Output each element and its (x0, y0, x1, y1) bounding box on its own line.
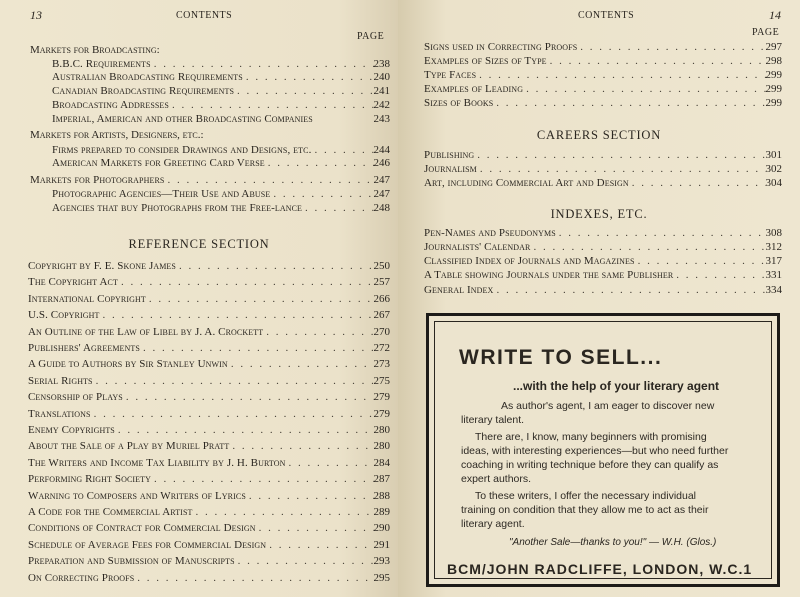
toc-entry[interactable] (28, 439, 390, 453)
toc-entry-page: 291 (373, 538, 390, 551)
toc-entry-title: Pen-Names and Pseudonyms (424, 227, 556, 239)
toc-entry[interactable] (28, 292, 390, 306)
toc-entry[interactable] (52, 112, 390, 126)
toc-entry-title: Censorship of Plays (28, 391, 123, 404)
toc-entry-page: 280 (373, 440, 390, 453)
left-page-number: 13 (30, 8, 42, 22)
markets-artists-heading: Markets for Artists, Designers, etc.: (30, 129, 204, 141)
toc-entry-page: 247 (373, 174, 390, 186)
toc-entry-title: A Table showing Journals under the same Publisher (424, 269, 674, 281)
indexes-section-title: INDEXES, ETC. (550, 207, 648, 221)
advert-box (426, 313, 780, 587)
toc-entry[interactable] (424, 68, 782, 82)
toc-entry[interactable] (28, 423, 390, 437)
toc-entry-title: Performing Right Society (28, 473, 152, 486)
toc-entry-page: 289 (373, 506, 390, 518)
toc-entry[interactable] (28, 390, 390, 404)
right-running-head: CONTENTS (578, 10, 635, 21)
toc-entry[interactable] (52, 98, 390, 112)
toc-entry-page: 317 (765, 255, 782, 267)
left-page-column-label: PAGE (357, 31, 385, 42)
advert-subtitle: ...with the help of your literary agent (513, 379, 720, 393)
toc-entry-title: Type Faces (424, 69, 477, 81)
toc-entry-page: 246 (373, 157, 390, 169)
toc-entry-title: Publishing (424, 149, 475, 161)
toc-entry[interactable] (52, 187, 390, 201)
toc-entry[interactable] (28, 407, 390, 421)
toc-entry[interactable] (28, 456, 390, 470)
toc-entry-title: Schedule of Average Fees for Commercial Design (28, 538, 267, 551)
advert-title: WRITE TO SELL... (459, 346, 663, 369)
toc-entry[interactable] (28, 472, 390, 486)
toc-entry-page: 257 (373, 276, 390, 289)
toc-entry[interactable] (28, 505, 390, 519)
toc-entry[interactable] (424, 283, 782, 297)
toc-entry[interactable] (28, 571, 390, 585)
toc-entry[interactable] (52, 57, 390, 71)
toc-entry[interactable] (424, 176, 782, 190)
toc-entry-title: Canadian Broadcasting Requirements (52, 85, 235, 97)
toc-entry[interactable] (28, 341, 390, 355)
advert-text-line: coaching in writing technique before they can qualify as (461, 459, 719, 471)
toc-entry-page: 267 (373, 309, 390, 322)
toc-entry[interactable] (28, 325, 390, 339)
toc-entry-page: 240 (373, 71, 390, 83)
toc-entry-title: On Correcting Proofs (28, 571, 135, 584)
toc-entry-page: 244 (373, 144, 390, 156)
toc-entry-page: 248 (373, 202, 390, 214)
toc-entry-page: 284 (373, 456, 390, 469)
toc-entry-title: B.B.C. Requirements (52, 58, 151, 70)
toc-entry-title: Photographic Agencies—Their Use and Abuse (52, 188, 271, 200)
toc-entry[interactable] (424, 54, 782, 68)
advert-text-line: literary talent. (461, 414, 525, 426)
toc-entry-title: Preparation and Submission of Manuscripts (28, 555, 235, 568)
toc-entry-title: Agencies that buy Photographs from the Free-lance (52, 202, 302, 214)
toc-entry-page: 279 (373, 391, 390, 404)
right-page-number: 14 (769, 8, 781, 22)
toc-entry-page: 293 (373, 555, 390, 568)
toc-entry-page: 243 (373, 113, 390, 125)
toc-entry-title: Examples of Sizes of Type (424, 55, 547, 67)
advert-text-line: There are, I know, many beginners with promising (475, 431, 707, 443)
toc-entry-page: 301 (765, 149, 782, 161)
toc-entry[interactable] (28, 538, 390, 552)
toc-entry-page: 280 (373, 424, 390, 436)
toc-entry-title: Markets for Photographers (30, 174, 165, 186)
toc-entry-title: Journalism (424, 163, 477, 175)
toc-entry-page: 299 (765, 69, 782, 81)
toc-entry[interactable] (52, 70, 390, 84)
toc-entry-page: 304 (765, 177, 782, 189)
toc-entry[interactable] (28, 275, 390, 289)
right-page-column-label: PAGE (752, 27, 780, 38)
toc-entry[interactable] (424, 96, 782, 110)
toc-entry-page: 250 (373, 260, 390, 272)
toc-entry-title: Signs used in Correcting Proofs (424, 41, 578, 53)
toc-entry-page: 331 (765, 269, 782, 281)
advert-text-line: training on condition that they allow me to act as their (461, 504, 709, 516)
toc-entry-title: Copyright by F. E. Skone James (28, 260, 176, 272)
toc-entry-title: Enemy Copyrights (28, 424, 115, 436)
toc-entry[interactable] (424, 268, 782, 282)
toc-entry-title: Sizes of Books (424, 97, 494, 109)
toc-entry-page: 302 (765, 163, 782, 175)
toc-entry-title: An Outline of the Law of Libel by J. A. Crockett (28, 325, 264, 338)
toc-entry-title: Firms prepared to consider Drawings and Designs, etc. (52, 144, 312, 156)
advert-address: BCM/JOHN RADCLIFFE, LONDON, W.C.1 (447, 561, 753, 577)
toc-entry-page: 308 (765, 227, 782, 239)
toc-entry[interactable] (424, 40, 782, 54)
toc-entry-page: 247 (373, 188, 390, 200)
toc-entry-title: A Guide to Authors by Sir Stanley Unwin (28, 358, 228, 371)
advert-testimonial: "Another Sale—thanks to you!" — W.H. (Glos.) (509, 537, 717, 548)
toc-entry-title: Serial Rights (28, 374, 93, 387)
toc-entry-page: 242 (373, 99, 390, 111)
toc-entry-title: Classified Index of Journals and Magazines (424, 255, 635, 267)
toc-entry-title: Australian Broadcasting Requirements (52, 71, 243, 83)
toc-entry-title: General Index (424, 284, 494, 296)
toc-entry-page: 298 (765, 55, 782, 67)
toc-entry-title: The Copyright Act (28, 276, 118, 289)
toc-entry-page: 334 (765, 284, 782, 296)
left-page (0, 0, 398, 597)
toc-entry-title: Broadcasting Addresses (52, 99, 169, 111)
toc-entry[interactable] (28, 259, 390, 273)
toc-entry[interactable] (424, 148, 782, 162)
toc-entry[interactable] (28, 489, 390, 503)
advert-text-line: expert authors. (461, 473, 532, 485)
toc-entry[interactable] (424, 240, 782, 254)
toc-entry-title: Conditions of Contract for Commercial Design (28, 522, 256, 535)
toc-entry-page: 275 (373, 374, 390, 387)
toc-entry-page: 272 (373, 342, 390, 354)
toc-entry-page: 295 (373, 571, 390, 584)
toc-entry-title: Imperial, American and other Broadcasting Companies (52, 113, 313, 125)
toc-entry[interactable] (424, 82, 782, 96)
toc-entry-title: U.S. Copyright (28, 309, 100, 322)
toc-entry-title: About the Sale of a Play by Muriel Pratt (28, 440, 230, 453)
toc-entry-page: 241 (373, 85, 390, 97)
advert-text-line: ideas, with interesting experiences—but who need further (461, 445, 729, 457)
toc-entry-page: 238 (373, 58, 390, 70)
toc-entry-page: 297 (765, 41, 782, 53)
toc-entry[interactable] (424, 226, 782, 240)
toc-entry[interactable] (28, 521, 390, 535)
left-running-head: CONTENTS (176, 10, 233, 21)
toc-entry-title: Warning to Composers and Writers of Lyrics (28, 489, 246, 502)
advert-text-line: As author's agent, I am eager to discover new (501, 400, 715, 412)
advert-text-line: literary agent. (461, 518, 525, 530)
toc-entry-title: The Writers and Income Tax Liability by J. H. Burton (28, 456, 286, 469)
toc-entry[interactable] (52, 143, 390, 157)
toc-entry[interactable] (424, 162, 782, 176)
toc-entry-title: Translations (28, 407, 91, 420)
toc-entry-page: 287 (373, 473, 390, 486)
toc-entry-page: 273 (373, 358, 390, 371)
toc-entry[interactable] (52, 156, 390, 170)
toc-entry-title: Examples of Leading (424, 83, 524, 95)
toc-entry[interactable] (28, 554, 390, 568)
toc-entry-title: Art, including Commercial Art and Design (424, 177, 629, 189)
toc-entry-page: 299 (765, 83, 782, 95)
toc-entry[interactable] (52, 201, 390, 215)
toc-entry[interactable] (52, 84, 390, 98)
toc-entry[interactable] (28, 374, 390, 388)
toc-entry[interactable] (28, 308, 390, 322)
advert-text-line: To these writers, I offer the necessary individual (475, 490, 696, 502)
toc-entry-page: 266 (373, 292, 390, 305)
toc-entry-page: 312 (765, 241, 782, 253)
toc-entry-title: International Copyright (28, 292, 146, 305)
careers-section-title: CAREERS SECTION (536, 128, 662, 142)
markets-broadcasting-heading: Markets for Broadcasting: (30, 44, 160, 56)
toc-entry[interactable] (424, 254, 782, 268)
toc-entry-page: 288 (373, 489, 390, 502)
toc-entry-photographers[interactable] (30, 173, 390, 187)
toc-entry-page: 299 (765, 97, 782, 109)
toc-entry[interactable] (28, 357, 390, 371)
reference-section-title: REFERENCE SECTION (128, 237, 270, 251)
toc-entry-page: 290 (373, 522, 390, 535)
toc-entry-title: Journalists' Calendar (424, 241, 531, 253)
toc-entry-title: Publishers' Agreements (28, 342, 140, 354)
toc-entry-title: A Code for the Commercial Artist (28, 506, 193, 518)
toc-entry-title: American Markets for Greeting Card Verse (52, 157, 265, 169)
toc-entry-page: 279 (373, 407, 390, 420)
toc-entry-page: 270 (373, 325, 390, 338)
